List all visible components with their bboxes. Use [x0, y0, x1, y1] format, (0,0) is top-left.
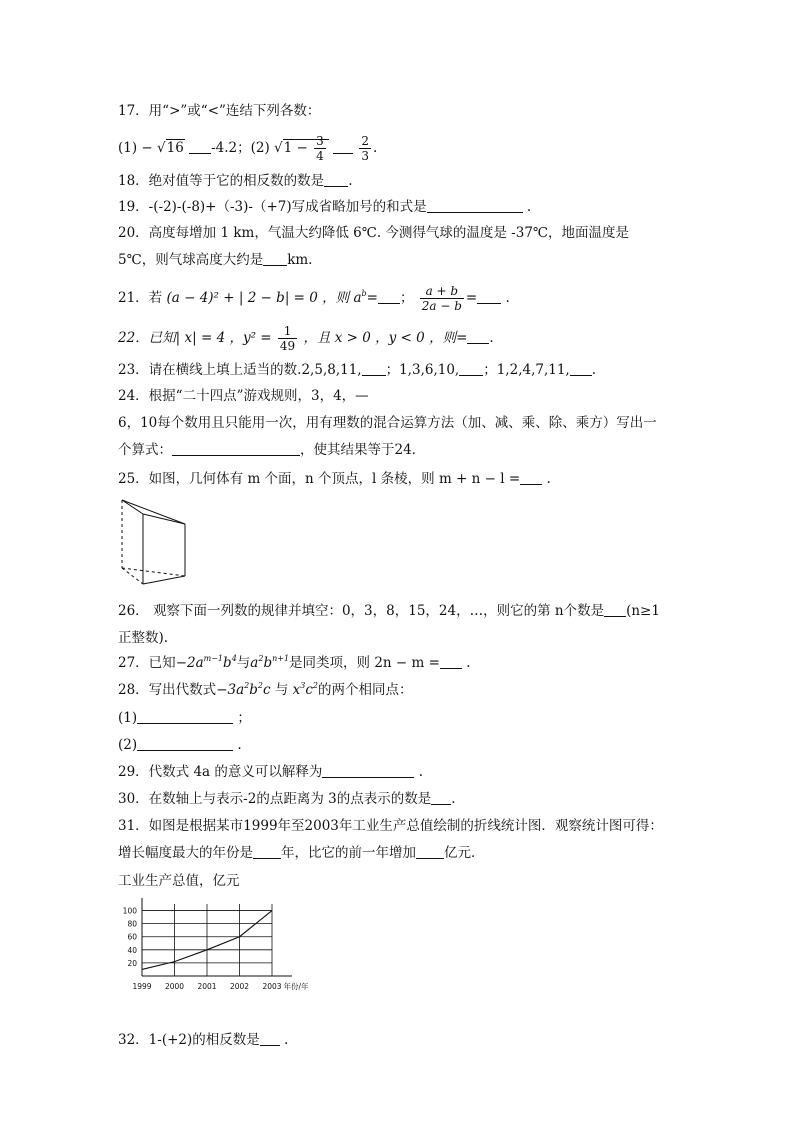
q17-blank-2[interactable] [333, 140, 353, 154]
triangular-prism-figure [118, 496, 190, 588]
q24-blank[interactable] [172, 442, 300, 456]
y-tick-label: 100 [122, 906, 137, 916]
x-tick-label: 2003 [262, 982, 282, 991]
q31-blank-1[interactable] [253, 845, 281, 859]
y-tick-label: 40 [127, 945, 137, 955]
q31-blank-2[interactable] [416, 845, 444, 859]
q22-blank[interactable] [467, 330, 489, 344]
x-tick-label: 1999 [132, 982, 152, 991]
q21: 21．若 (a − 4)² + | 2 − b| = 0 ，则 $a^b=$ ； $\frac{a + b}{2a - b}$ = . [118, 284, 510, 313]
q23: 23．请在横线上填上适当的数.2,5,8,11, ；1,3,6,10, ；1,2,4,7,11, . [118, 362, 597, 378]
q20-line2: 5℃，则气球高度大约是 km. [118, 252, 313, 268]
q18: 18．绝对值等于它的相反数的数是 . [118, 173, 353, 189]
q21-blank-2[interactable] [477, 290, 501, 304]
q23-blank-2[interactable] [459, 362, 483, 376]
line-chart [116, 896, 309, 992]
q23-blank-3[interactable] [570, 362, 592, 376]
x-axis-label: 年份/年 [283, 982, 309, 991]
q17-title: 17．用“>”或“<”连结下列各数： [118, 103, 321, 119]
y-tick-label: 20 [127, 958, 137, 968]
x-tick-label: 2000 [164, 982, 185, 991]
q28: 28．写出代数式$-3a^2b^2c$ 与 $x^3c^2$的两个相同点： [118, 681, 413, 698]
q25-blank[interactable] [520, 471, 542, 485]
q17-blank-1[interactable] [189, 140, 211, 154]
q28-part1: (1) ； [118, 710, 251, 726]
q28-blank-2[interactable] [137, 737, 233, 751]
q24-line1: 24．根据“二十四点”游戏规则，3，4，— [118, 388, 369, 404]
q22: 22．已知| x| = 4 ，y² = $\frac{1}{49}$ ，且 x > 0 ，y < 0 ，则= . [118, 324, 494, 353]
x-tick-label: 2002 [229, 982, 250, 991]
q24-line2: 6，10每个数用且只能用一次，用有理数的混合运算方法（加、减、乘、除、乘方）写出一 [118, 415, 657, 431]
q27: 27．已知$-2a^{m-1}b^4$与$a^2b^{n+1}$是同类项，则 2n − m = . [118, 654, 471, 671]
q26-line1: 26． 观察下面一列数的规律并填空：0，3，8，15，24，…，则它的第 n个数是 (n≥1 [118, 603, 660, 619]
q24-line3: 个算式： ，使其结果等于24． [118, 442, 426, 458]
y-tick-label: 60 [127, 932, 137, 942]
q21-blank-1[interactable] [378, 290, 400, 304]
q19-blank[interactable] [427, 199, 523, 213]
q26-blank[interactable] [604, 603, 626, 617]
y-tick-label: 80 [127, 919, 137, 929]
q29: 29．代数式 4a 的意义可以解释为 . [118, 764, 423, 780]
q31-line1: 31．如图是根据某市1999年至2003年工业生产总值绘制的折线统计图．观察统计图可得： [118, 818, 663, 834]
q32-blank[interactable] [260, 1032, 280, 1046]
q20-blank[interactable] [263, 252, 287, 266]
q31-line2: 增长幅度最大的年份是 年，比它的前一年增加 亿元． [118, 845, 485, 861]
q23-blank-1[interactable] [362, 362, 386, 376]
q27-blank[interactable] [440, 655, 462, 669]
q19: 19．-(-2)-(-8)+（-3)-（+7)写成省略加号的和式是 . [118, 199, 532, 215]
q17-parts: (1) − √16 -4.2；(2) √1 − $\frac{3}{4}$ $\frac{2}{3}$ . [118, 134, 378, 163]
q30: 30．在数轴上与表示-2的点距离为 3的点表示的数是 . [118, 791, 456, 807]
q29-blank[interactable] [322, 764, 414, 778]
q18-blank[interactable] [324, 173, 348, 187]
q25: 25．如图，几何体有 m 个面，n 个顶点，l 条棱，则 m + n − l = . [118, 471, 551, 487]
q28-part2: (2) . [118, 737, 242, 753]
q30-blank[interactable] [431, 791, 451, 805]
q26-line2: 正整数). [118, 630, 169, 646]
chart-caption: 工业生产总值，亿元 [118, 873, 240, 889]
q20-line1: 20．高度每增加 1 km，气温大约降低 6℃. 今测得气球的温度是 -37℃，地面温度是 [118, 225, 630, 241]
q32: 32．1-(+2)的相反数是 . [118, 1032, 289, 1048]
x-tick-label: 2001 [197, 982, 217, 991]
q28-blank-1[interactable] [137, 710, 233, 724]
